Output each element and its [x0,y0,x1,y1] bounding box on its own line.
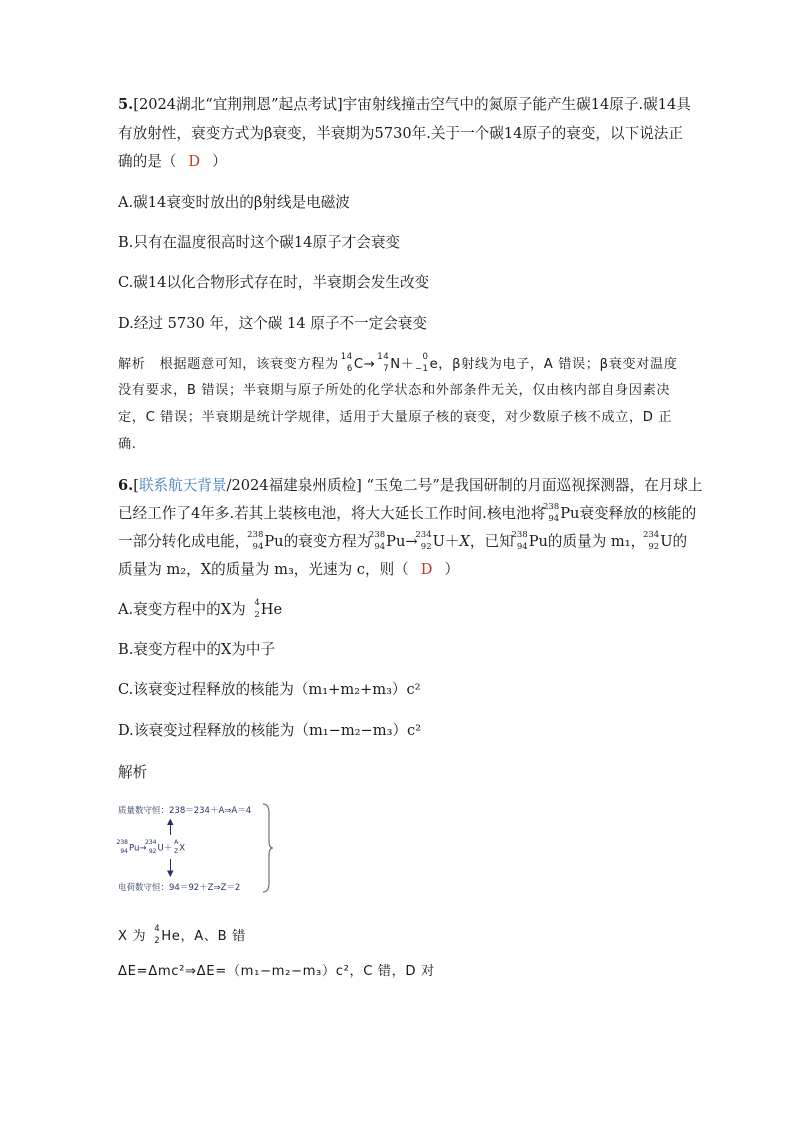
pu238-isotope: 238 94 [368,530,386,552]
pu238-small: 238 94 [116,839,128,855]
q6-number: 6. [118,477,134,494]
arrow-up-head: ▲ [167,817,174,827]
q5-line-2: 有放射性，衰变方式为β衰变，半衰期为5730年.关于一个碳14原子的衰变，以下说法正 [118,125,683,142]
q5-expl-label: 解析 [118,357,146,372]
he4-isotope: 4 2 [154,924,161,946]
q6-answer: D [420,561,433,578]
decay-equation: 238 94 Pu→ 234 92 U＋ A Z X [116,839,186,855]
c14-isotope: 14 6 [340,352,353,374]
q5-option-a: A.碳14衰变时放出的β射线是电磁波 [118,194,350,211]
pu238-isotope: 238 94 [511,530,528,552]
q6-line-3: 一部分转化成电能， 238 94 Pu的衰变方程为 238 94 Pu→ 234 92 U＋X，已知 238 94 Pu的质量为 m₁， 234 92 U的 [118,530,688,552]
q6-text-2: 已经工作了4年多.若其上装核电池，将大大延长工作时间.核电池将 [118,505,546,522]
charge-conservation-label: 电荷数守恒：94＝92＋Z⇒Z＝2 [118,883,241,893]
n14-isotope: 14 7 [377,352,390,374]
x-small: A Z [174,839,179,855]
u234-isotope: 234 92 [642,530,660,552]
q6-tag: 联系航天背景 [138,477,227,494]
q6-text-3c: ，已知 [469,533,514,550]
q6-conclusion-1 [118,926,246,947]
q5-number: 5. [118,96,134,113]
q5-explanation-line-3: 定，C 错误；半衰期是统计学规律，适用于大量原子核的衰变，对少数原子核不成立，D 正 [118,410,673,425]
q5-option-d: D.经过 5730 年，这个碳 14 原子不一定会衰变 [118,315,427,332]
q6-option-d: D.该衰变过程释放的核能为（m₁−m₂−m₃）c² [118,722,422,739]
q6-expl-label: 解析 [118,764,148,781]
q6-text-4: 质量为 m₂，X的质量为 m₃，光速为 c，则（ [118,561,409,578]
mass-conservation-label: 质量数守恒：238＝234＋A⇒A＝4 [118,806,252,816]
u234-small: 234 92 [145,839,157,855]
q5-explanation-line-2: 没有要求，B 错误；半衰期与原子所处的化学状态和外部条件无关，仅由核内部自身因素决 [118,383,671,398]
q6-text-3d: 的质量为 m₁， [547,533,646,550]
q5-option-c: C.碳14以化合物形式存在时，半衰期会发生改变 [118,274,430,291]
q5-line-1 [118,95,691,115]
q6-text-1: /2024福建泉州质检] “玉兔二号”是我国研制的月面巡视探测器，在月球上 [226,477,703,494]
q6-paren-close: ） [444,561,460,578]
q5-text-1: [2024湖北“宜荆荆恩”起点考试]宇宙射线撞击空气中的氮原子能产生碳14原子.碳14具 [133,96,691,113]
q5-expl-text-1b: ，β射线为电子，A 错误；β衰变对温度 [438,357,678,372]
q6-text-3b: 的衰变方程为 [283,533,372,550]
q6-concl-text-1: X 为 [118,929,147,944]
q6-text-3e: 的 [672,533,688,550]
q6-option-b: B.衰变方程中的X为中子 [118,641,276,658]
u234-isotope: 234 92 [415,530,432,552]
q5-paren-close: ） [212,153,227,170]
q5-answer: D [188,153,201,170]
q6-option-a-he: He [260,601,283,618]
electron-symbol: 0 −1 [414,352,429,374]
q6-option-c: C.该衰变过程释放的核能为（m₁+m₂+m₃）c² [118,681,421,698]
q6-concl-text-1b: He，A、B 错 [161,929,246,944]
q5-text-3: 确的是（ [118,153,177,170]
q6-text-3: 一部分转化成电能， [118,533,250,550]
q5-expl-text-1: 根据题意可知，该衰变方程为 [159,357,339,372]
q5-explanation-line-4: 确. [118,437,137,452]
q5-explanation-line-1: 解析 根据题意可知，该衰变方程为 14 6 C→ 14 7 N＋ 0 −1 e，β射线为电子，A 错误；β衰变对温度 [118,352,678,374]
q6-line-4 [118,560,459,580]
q6-conclusion-2: ΔE=Δmc²⇒ΔE=（m₁−m₂−m₃）c²，C 错，D 对 [118,964,435,979]
pu238-isotope: 238 94 [247,530,264,552]
q5-option-b: B.只有在温度很高时这个碳14原子才会衰变 [118,234,401,251]
right-brace [262,803,274,893]
arrow-down-head: ▼ [167,869,174,879]
he4-isotope: 4 2 [254,598,260,620]
q6-option-a [118,600,282,620]
q5-line-3 [118,152,227,172]
q6-line-1: 6.[联系航天背景/2024福建泉州质检] “玉兔二号”是我国研制的月面巡视探测器，在月球上 [118,477,703,494]
q6-option-a-text: A.衰变方程中的X为 [118,601,246,618]
q6-line-2: 已经工作了4年多.若其上装核电池，将大大延长工作时间.核电池将 238 94 Pu衰变释放的核能的 [118,502,697,524]
pu238-isotope: 238 94 [542,502,560,524]
q6-text-2b: 衰变释放的核能的 [579,505,697,522]
